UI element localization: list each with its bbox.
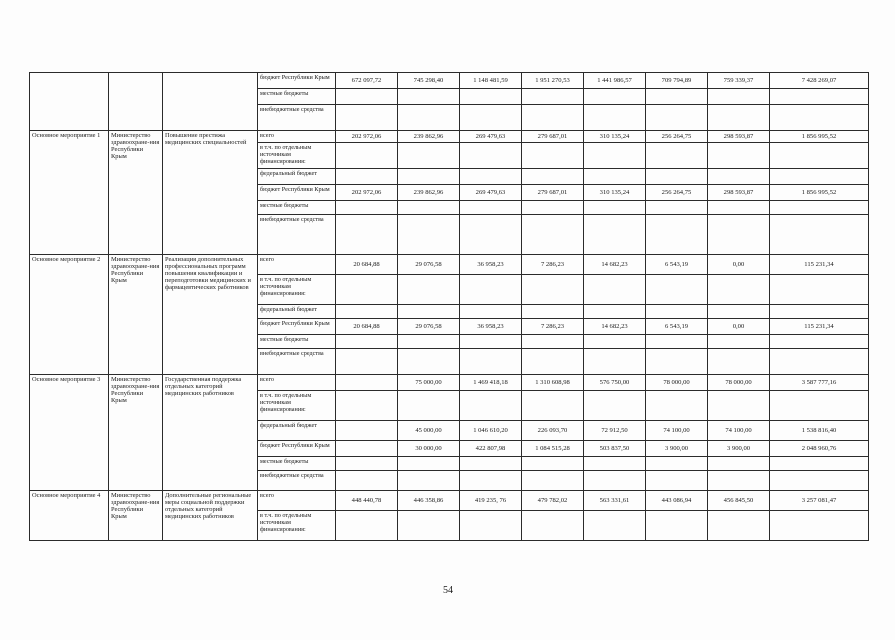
table-row bbox=[30, 255, 869, 275]
amount-cell: 72 912,50 bbox=[584, 421, 646, 441]
amount-cell: 672 097,72 bbox=[336, 73, 398, 89]
funding-source-cell: в т.ч. по отдельным источникам финансирования: bbox=[258, 511, 336, 541]
amount-cell bbox=[336, 89, 398, 105]
amount-cell bbox=[646, 275, 708, 305]
funding-source-cell: местные бюджеты bbox=[258, 457, 336, 471]
funding-source-cell: бюджет Республики Крым bbox=[258, 441, 336, 457]
measure-cell: Основное мероприятие 3 bbox=[30, 375, 109, 491]
amount-cell: 115 231,34 bbox=[770, 255, 869, 275]
amount-cell bbox=[584, 349, 646, 375]
amount-cell: 20 684,88 bbox=[336, 319, 398, 335]
amount-cell bbox=[584, 305, 646, 319]
amount-cell: 202 972,06 bbox=[336, 131, 398, 143]
amount-cell: 479 782,02 bbox=[522, 491, 584, 511]
amount-cell bbox=[584, 511, 646, 541]
amount-cell: 1 469 418,18 bbox=[460, 375, 522, 391]
amount-cell: 45 000,00 bbox=[398, 421, 460, 441]
amount-cell bbox=[522, 275, 584, 305]
amount-cell bbox=[336, 421, 398, 441]
amount-cell: 269 479,63 bbox=[460, 185, 522, 201]
amount-cell bbox=[522, 169, 584, 185]
amount-cell bbox=[460, 305, 522, 319]
executor-cell: Министерство здравоохране-ния Республики Крым bbox=[109, 375, 163, 491]
amount-cell bbox=[708, 511, 770, 541]
amount-cell bbox=[398, 169, 460, 185]
amount-cell bbox=[522, 305, 584, 319]
amount-cell bbox=[646, 335, 708, 349]
amount-cell bbox=[460, 143, 522, 169]
amount-cell: 29 076,58 bbox=[398, 255, 460, 275]
amount-cell bbox=[584, 215, 646, 255]
amount-cell bbox=[460, 201, 522, 215]
amount-cell: 422 807,98 bbox=[460, 441, 522, 457]
amount-cell: 239 862,96 bbox=[398, 185, 460, 201]
amount-cell bbox=[398, 89, 460, 105]
amount-cell bbox=[770, 143, 869, 169]
measure-cell: Основное мероприятие 4 bbox=[30, 491, 109, 541]
amount-cell: 2 048 960,76 bbox=[770, 441, 869, 457]
amount-cell: 759 339,37 bbox=[708, 73, 770, 89]
amount-cell: 563 331,61 bbox=[584, 491, 646, 511]
amount-cell: 7 286,23 bbox=[522, 255, 584, 275]
title-cell: Государственная поддержка отдельных категорий медицинских работников bbox=[163, 375, 258, 491]
amount-cell: 503 837,50 bbox=[584, 441, 646, 457]
financing-table bbox=[29, 72, 869, 541]
amount-cell: 1 856 995,52 bbox=[770, 185, 869, 201]
amount-cell bbox=[398, 511, 460, 541]
amount-cell bbox=[460, 391, 522, 421]
amount-cell: 6 543,19 bbox=[646, 255, 708, 275]
amount-cell bbox=[708, 105, 770, 131]
amount-cell: 1 538 816,40 bbox=[770, 421, 869, 441]
amount-cell: 78 000,00 bbox=[708, 375, 770, 391]
amount-cell bbox=[398, 275, 460, 305]
amount-cell bbox=[460, 105, 522, 131]
amount-cell bbox=[770, 105, 869, 131]
amount-cell bbox=[584, 89, 646, 105]
amount-cell bbox=[460, 89, 522, 105]
amount-cell bbox=[708, 305, 770, 319]
amount-cell: 14 682,23 bbox=[584, 255, 646, 275]
amount-cell: 3 900,00 bbox=[646, 441, 708, 457]
amount-cell: 7 286,23 bbox=[522, 319, 584, 335]
amount-cell bbox=[522, 105, 584, 131]
amount-cell bbox=[460, 169, 522, 185]
funding-source-cell: внебюджетные средства bbox=[258, 105, 336, 131]
amount-cell: 419 235, 76 bbox=[460, 491, 522, 511]
funding-source-cell: местные бюджеты bbox=[258, 201, 336, 215]
amount-cell: 279 687,01 bbox=[522, 185, 584, 201]
measure-cell: Основное мероприятие 1 bbox=[30, 131, 109, 255]
amount-cell: 709 794,89 bbox=[646, 73, 708, 89]
table-row bbox=[30, 491, 869, 511]
amount-cell bbox=[584, 391, 646, 421]
amount-cell bbox=[646, 511, 708, 541]
amount-cell bbox=[460, 471, 522, 491]
amount-cell: 1 310 608,98 bbox=[522, 375, 584, 391]
funding-source-cell: внебюджетные средства bbox=[258, 215, 336, 255]
amount-cell bbox=[708, 457, 770, 471]
amount-cell bbox=[460, 335, 522, 349]
amount-cell: 1 951 270,53 bbox=[522, 73, 584, 89]
amount-cell bbox=[336, 201, 398, 215]
amount-cell: 6 543,19 bbox=[646, 319, 708, 335]
amount-cell bbox=[708, 391, 770, 421]
amount-cell bbox=[584, 471, 646, 491]
amount-cell: 78 000,00 bbox=[646, 375, 708, 391]
amount-cell bbox=[708, 143, 770, 169]
funding-source-cell: внебюджетные средства bbox=[258, 471, 336, 491]
amount-cell: 7 428 269,07 bbox=[770, 73, 869, 89]
amount-cell bbox=[398, 201, 460, 215]
executor-cell: Министерство здравоохране-ния Республики Крым bbox=[109, 491, 163, 541]
amount-cell bbox=[646, 105, 708, 131]
amount-cell: 74 100,00 bbox=[646, 421, 708, 441]
amount-cell bbox=[584, 335, 646, 349]
amount-cell bbox=[398, 391, 460, 421]
page-number: 54 bbox=[443, 585, 453, 596]
amount-cell bbox=[336, 511, 398, 541]
amount-cell bbox=[646, 457, 708, 471]
amount-cell bbox=[584, 457, 646, 471]
amount-cell bbox=[770, 305, 869, 319]
amount-cell: 1 046 610,20 bbox=[460, 421, 522, 441]
amount-cell bbox=[708, 169, 770, 185]
amount-cell: 115 231,34 bbox=[770, 319, 869, 335]
amount-cell bbox=[336, 305, 398, 319]
amount-cell bbox=[336, 143, 398, 169]
amount-cell: 745 298,40 bbox=[398, 73, 460, 89]
amount-cell: 0,00 bbox=[708, 255, 770, 275]
amount-cell bbox=[708, 89, 770, 105]
amount-cell bbox=[708, 201, 770, 215]
amount-cell: 310 135,24 bbox=[584, 185, 646, 201]
amount-cell bbox=[770, 349, 869, 375]
amount-cell bbox=[770, 511, 869, 541]
amount-cell bbox=[770, 335, 869, 349]
amount-cell: 576 750,00 bbox=[584, 375, 646, 391]
amount-cell bbox=[398, 305, 460, 319]
amount-cell: 30 000,00 bbox=[398, 441, 460, 457]
amount-cell bbox=[584, 275, 646, 305]
measure-cell: Основное мероприятие 2 bbox=[30, 255, 109, 375]
amount-cell bbox=[522, 511, 584, 541]
amount-cell bbox=[460, 349, 522, 375]
amount-cell: 14 682,23 bbox=[584, 319, 646, 335]
amount-cell: 279 687,01 bbox=[522, 131, 584, 143]
executor-cell: Министерство здравоохране-ния Республики Крым bbox=[109, 255, 163, 375]
amount-cell bbox=[584, 169, 646, 185]
funding-source-cell: всего bbox=[258, 375, 336, 391]
amount-cell bbox=[770, 215, 869, 255]
amount-cell: 256 264,75 bbox=[646, 131, 708, 143]
amount-cell bbox=[398, 457, 460, 471]
title-cell bbox=[163, 73, 258, 131]
title-cell: Повышение престижа медицинских специальностей bbox=[163, 131, 258, 255]
amount-cell bbox=[770, 457, 869, 471]
amount-cell: 202 972,06 bbox=[336, 185, 398, 201]
amount-cell: 310 135,24 bbox=[584, 131, 646, 143]
amount-cell bbox=[460, 457, 522, 471]
amount-cell bbox=[336, 471, 398, 491]
amount-cell bbox=[336, 335, 398, 349]
executor-cell: Министерство здравоохране-ния Республики Крым bbox=[109, 131, 163, 255]
amount-cell bbox=[584, 201, 646, 215]
amount-cell bbox=[646, 89, 708, 105]
amount-cell bbox=[522, 335, 584, 349]
funding-source-cell: местные бюджеты bbox=[258, 335, 336, 349]
amount-cell: 36 958,23 bbox=[460, 255, 522, 275]
funding-source-cell: федеральный бюджет bbox=[258, 305, 336, 319]
amount-cell bbox=[646, 349, 708, 375]
amount-cell bbox=[398, 335, 460, 349]
amount-cell: 448 440,78 bbox=[336, 491, 398, 511]
title-cell: Дополнительные региональные меры социальной поддержки отдельных категорий медицинских работников bbox=[163, 491, 258, 541]
amount-cell bbox=[770, 275, 869, 305]
amount-cell: 443 086,94 bbox=[646, 491, 708, 511]
amount-cell bbox=[398, 471, 460, 491]
amount-cell: 1 084 515,28 bbox=[522, 441, 584, 457]
amount-cell bbox=[770, 391, 869, 421]
funding-source-cell: местные бюджеты bbox=[258, 89, 336, 105]
amount-cell: 3 900,00 bbox=[708, 441, 770, 457]
amount-cell bbox=[460, 215, 522, 255]
amount-cell bbox=[460, 275, 522, 305]
amount-cell: 1 856 995,52 bbox=[770, 131, 869, 143]
amount-cell bbox=[646, 169, 708, 185]
funding-source-cell: в т.ч. по отдельным источникам финансирования: bbox=[258, 143, 336, 169]
title-cell: Реализация дополнительных профессиональных программ повышения квалификации и переподготовки медицинских и фармацевтических работников bbox=[163, 255, 258, 375]
table-row bbox=[30, 375, 869, 391]
amount-cell bbox=[770, 169, 869, 185]
amount-cell bbox=[584, 143, 646, 169]
amount-cell: 298 593,87 bbox=[708, 185, 770, 201]
amount-cell: 226 093,70 bbox=[522, 421, 584, 441]
amount-cell bbox=[522, 143, 584, 169]
amount-cell bbox=[522, 391, 584, 421]
amount-cell: 446 358,86 bbox=[398, 491, 460, 511]
amount-cell: 269 479,63 bbox=[460, 131, 522, 143]
amount-cell bbox=[336, 105, 398, 131]
funding-source-cell: всего bbox=[258, 491, 336, 511]
amount-cell bbox=[708, 275, 770, 305]
funding-source-cell: всего bbox=[258, 255, 336, 275]
amount-cell: 456 845,50 bbox=[708, 491, 770, 511]
amount-cell: 0,00 bbox=[708, 319, 770, 335]
amount-cell bbox=[336, 375, 398, 391]
funding-source-cell: бюджет Республики Крым bbox=[258, 73, 336, 89]
amount-cell bbox=[336, 215, 398, 255]
amount-cell bbox=[646, 471, 708, 491]
amount-cell bbox=[336, 391, 398, 421]
amount-cell bbox=[770, 89, 869, 105]
amount-cell bbox=[646, 215, 708, 255]
amount-cell bbox=[708, 349, 770, 375]
amount-cell bbox=[646, 391, 708, 421]
amount-cell bbox=[336, 457, 398, 471]
amount-cell bbox=[336, 275, 398, 305]
funding-source-cell: федеральный бюджет bbox=[258, 169, 336, 185]
amount-cell bbox=[708, 471, 770, 491]
amount-cell: 74 100,00 bbox=[708, 421, 770, 441]
amount-cell bbox=[646, 305, 708, 319]
funding-source-cell: внебюджетные средства bbox=[258, 349, 336, 375]
amount-cell bbox=[584, 105, 646, 131]
amount-cell bbox=[708, 335, 770, 349]
table-row bbox=[30, 131, 869, 143]
funding-source-cell: всего bbox=[258, 131, 336, 143]
amount-cell: 256 264,75 bbox=[646, 185, 708, 201]
amount-cell: 75 000,00 bbox=[398, 375, 460, 391]
amount-cell bbox=[398, 349, 460, 375]
amount-cell bbox=[522, 457, 584, 471]
funding-source-cell: бюджет Республики Крым bbox=[258, 185, 336, 201]
amount-cell bbox=[522, 215, 584, 255]
amount-cell bbox=[460, 511, 522, 541]
amount-cell bbox=[336, 169, 398, 185]
funding-source-cell: бюджет Республики Крым bbox=[258, 319, 336, 335]
amount-cell bbox=[398, 215, 460, 255]
amount-cell: 29 076,58 bbox=[398, 319, 460, 335]
amount-cell: 1 441 986,57 bbox=[584, 73, 646, 89]
measure-cell bbox=[30, 73, 109, 131]
amount-cell bbox=[398, 105, 460, 131]
amount-cell: 36 958,23 bbox=[460, 319, 522, 335]
executor-cell bbox=[109, 73, 163, 131]
amount-cell bbox=[522, 471, 584, 491]
amount-cell bbox=[646, 143, 708, 169]
amount-cell: 1 148 481,59 bbox=[460, 73, 522, 89]
table-row bbox=[30, 73, 869, 89]
amount-cell bbox=[522, 201, 584, 215]
amount-cell: 239 862,96 bbox=[398, 131, 460, 143]
amount-cell bbox=[770, 201, 869, 215]
amount-cell bbox=[646, 201, 708, 215]
amount-cell bbox=[336, 441, 398, 457]
funding-source-cell: федеральный бюджет bbox=[258, 421, 336, 441]
amount-cell: 298 593,87 bbox=[708, 131, 770, 143]
funding-source-cell: в т.ч. по отдельным источникам финансирования: bbox=[258, 275, 336, 305]
amount-cell bbox=[770, 471, 869, 491]
amount-cell: 3 587 777,16 bbox=[770, 375, 869, 391]
amount-cell bbox=[336, 349, 398, 375]
funding-source-cell: в т.ч. по отдельным источникам финансирования: bbox=[258, 391, 336, 421]
amount-cell: 20 684,88 bbox=[336, 255, 398, 275]
amount-cell bbox=[522, 349, 584, 375]
amount-cell bbox=[522, 89, 584, 105]
amount-cell bbox=[708, 215, 770, 255]
amount-cell bbox=[398, 143, 460, 169]
amount-cell: 3 257 081,47 bbox=[770, 491, 869, 511]
